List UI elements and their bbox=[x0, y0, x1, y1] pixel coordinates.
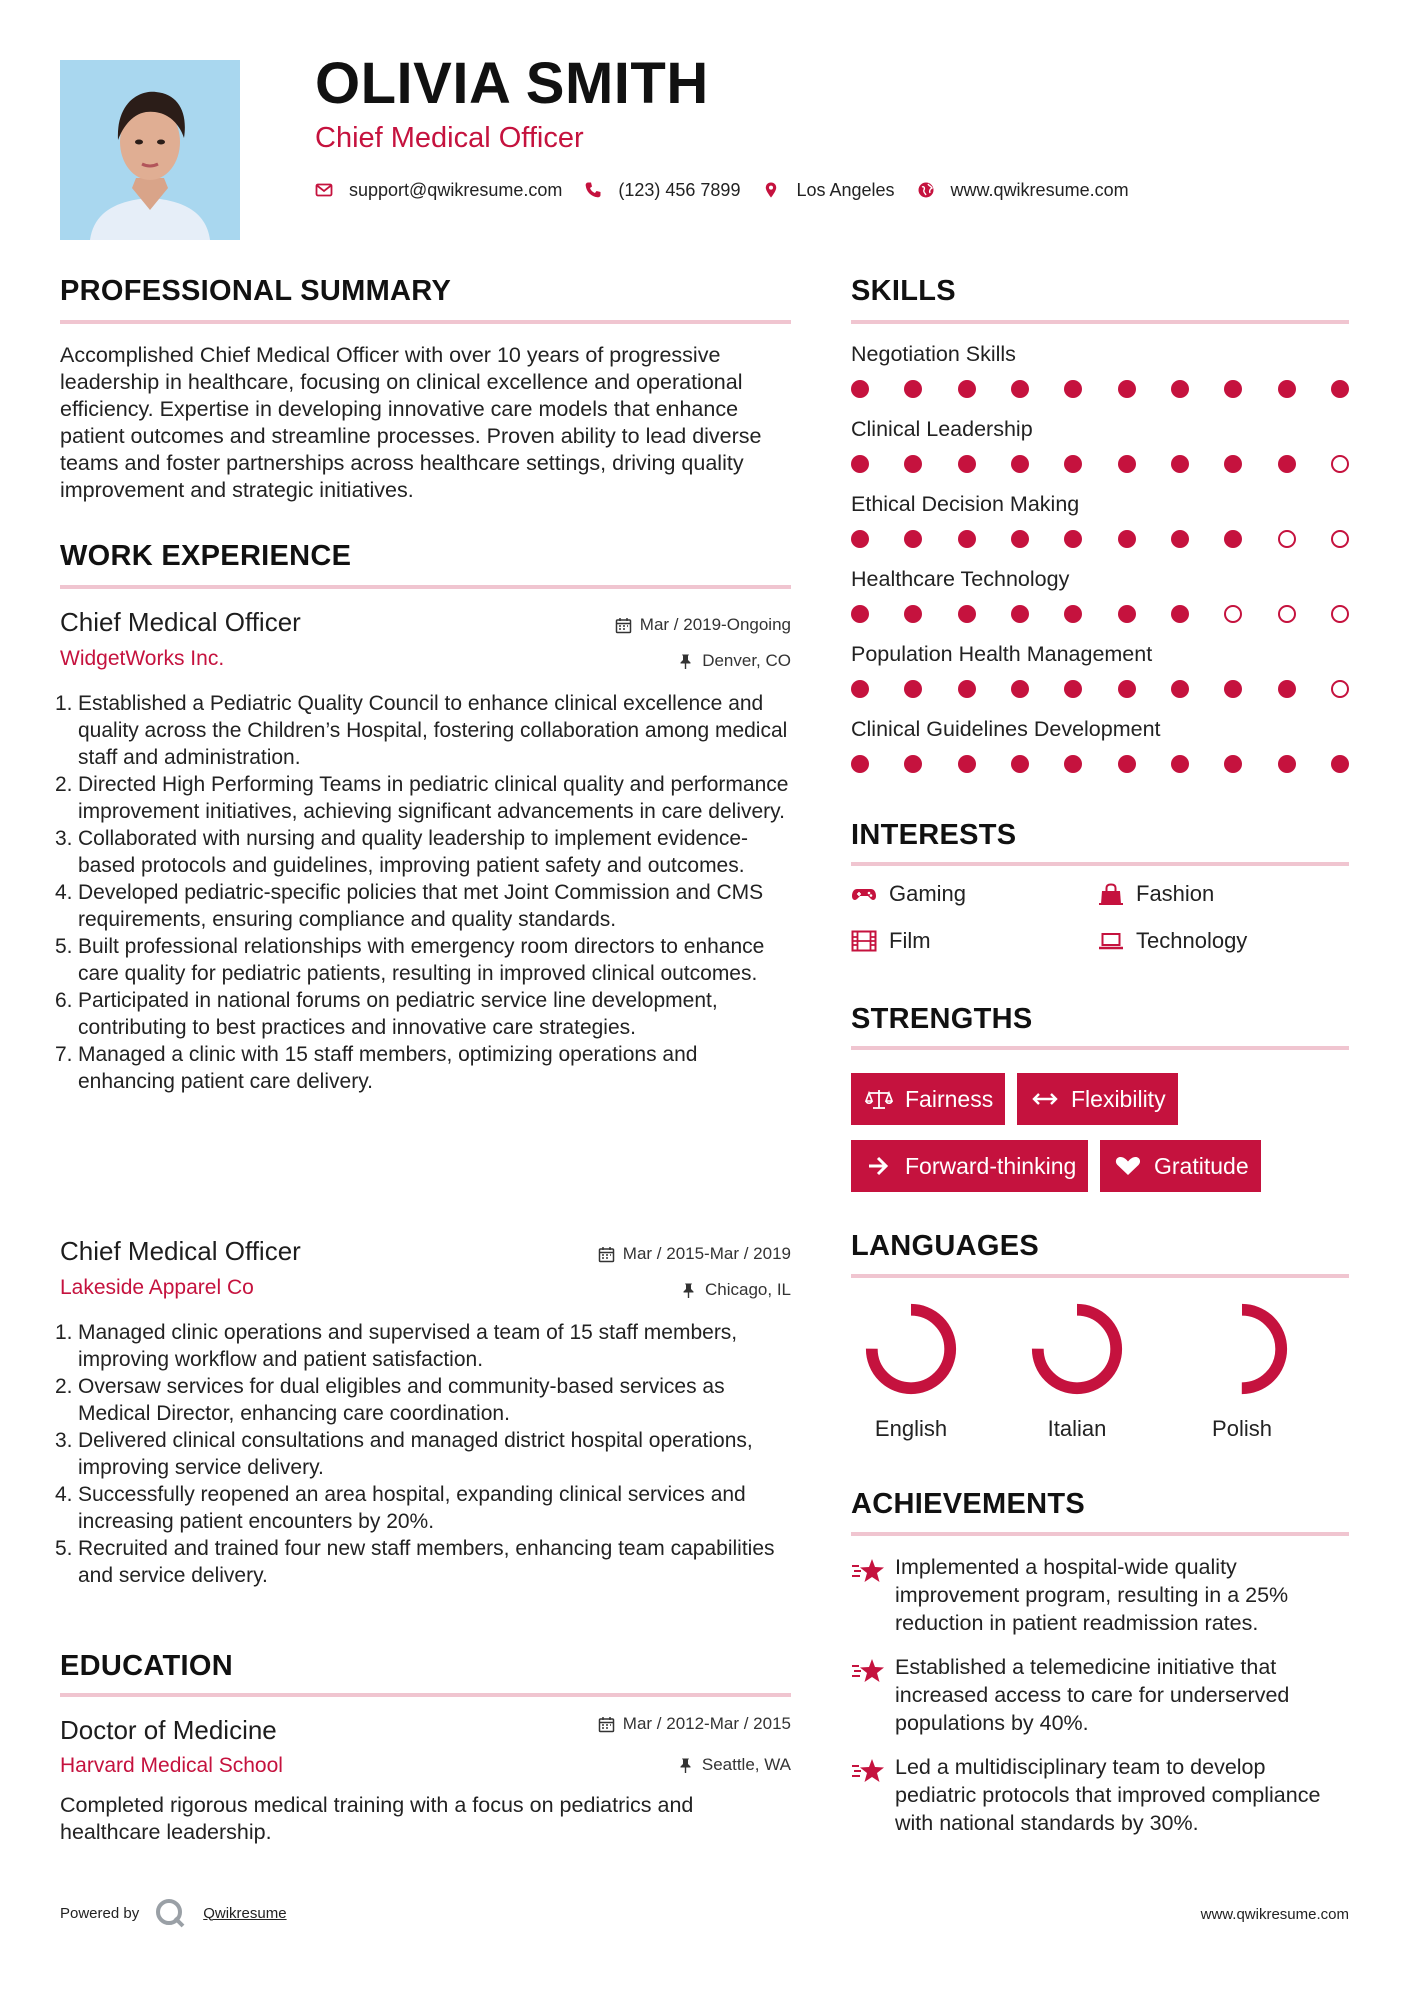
star-icon bbox=[851, 1557, 885, 1585]
job-bullet bbox=[55, 1481, 800, 1535]
achievements-heading: ACHIEVEMENTS bbox=[851, 1488, 1086, 1520]
language-ring bbox=[862, 1300, 960, 1398]
rating-dot-filled bbox=[1224, 455, 1242, 473]
bullet-text: Directed High Performing Teams in pediatric clinical quality and performance improvement initiatives, achieving significant advancements in care delivery. bbox=[78, 773, 789, 823]
education-dates-text: Mar / 2012-Mar / 2015 bbox=[622, 1714, 791, 1733]
rating-dot-filled bbox=[1224, 380, 1242, 398]
language-level-arc bbox=[1203, 1310, 1281, 1388]
job-bullet bbox=[55, 1041, 800, 1095]
map-pin-icon bbox=[762, 181, 780, 199]
education-dates bbox=[598, 1714, 791, 1734]
education-dates-row bbox=[60, 1714, 791, 1738]
footer-powered-by bbox=[60, 1896, 287, 1930]
job-location bbox=[680, 1280, 791, 1300]
rating-dot-filled bbox=[1064, 680, 1082, 698]
interest-film bbox=[851, 928, 931, 954]
double-arrow-icon bbox=[1031, 1088, 1059, 1110]
rating-dot-filled bbox=[904, 755, 922, 773]
interest-label: Fashion bbox=[1136, 881, 1215, 906]
bullet-number: 5. bbox=[55, 1537, 73, 1560]
language-item bbox=[846, 1300, 976, 1442]
gamepad-icon bbox=[851, 883, 877, 905]
rating-dot-filled bbox=[904, 455, 922, 473]
job-dates-text: Mar / 2015-Mar / 2019 bbox=[622, 1244, 791, 1263]
strength-gratitude bbox=[1100, 1140, 1261, 1192]
rating-dot-filled bbox=[1224, 755, 1242, 773]
rating-dot-filled bbox=[1064, 380, 1082, 398]
rating-dot-empty bbox=[1278, 605, 1296, 623]
achievement-item bbox=[851, 1653, 1351, 1737]
bullet-number: 3. bbox=[55, 1429, 73, 1452]
bullet-number: 4. bbox=[55, 1483, 73, 1506]
skill-rating bbox=[851, 380, 1349, 402]
bullet-text: Managed a clinic with 15 staff members, optimizing operations and enhancing patient care delivery. bbox=[78, 1043, 698, 1093]
contact-website[interactable] bbox=[917, 180, 1129, 201]
skill-rating bbox=[851, 680, 1349, 702]
strength-forward-thinking bbox=[851, 1140, 1088, 1192]
strength-label: Forward-thinking bbox=[905, 1152, 1077, 1179]
qwikresume-logo-icon bbox=[153, 1896, 187, 1930]
rating-dot-filled bbox=[1011, 680, 1029, 698]
interest-gaming bbox=[851, 881, 966, 907]
education-divider bbox=[60, 1693, 791, 1697]
job-title: Chief Medical Officer bbox=[60, 607, 301, 637]
job-bullet bbox=[55, 1535, 800, 1589]
email-text: support@qwikresume.com bbox=[349, 179, 563, 200]
rating-dot-filled bbox=[1171, 530, 1189, 548]
job-bullet bbox=[55, 933, 800, 987]
rating-dot-filled bbox=[1171, 605, 1189, 623]
interest-technology bbox=[1098, 928, 1247, 954]
job-bullet bbox=[55, 690, 800, 771]
degree-title: Doctor of Medicine bbox=[60, 1715, 277, 1745]
rating-dot-filled bbox=[1278, 455, 1296, 473]
rating-dot-filled bbox=[851, 380, 869, 398]
phone-icon bbox=[584, 181, 602, 199]
education-location-row bbox=[60, 1755, 791, 1779]
rating-dot-filled bbox=[958, 455, 976, 473]
rating-dot-filled bbox=[1118, 680, 1136, 698]
language-ring bbox=[1193, 1300, 1291, 1398]
achievement-item bbox=[851, 1753, 1351, 1837]
rating-dot-filled bbox=[1224, 680, 1242, 698]
bullet-text: Delivered clinical consultations and managed district hospital operations, improving service delivery. bbox=[78, 1429, 753, 1479]
interest-label: Gaming bbox=[889, 881, 967, 906]
brand-link[interactable]: Qwikresume bbox=[203, 1904, 287, 1922]
rating-dot-filled bbox=[1278, 680, 1296, 698]
languages-heading: LANGUAGES bbox=[851, 1230, 1039, 1262]
calendar-icon bbox=[598, 1246, 615, 1263]
job-location-row bbox=[60, 1280, 791, 1304]
film-icon bbox=[851, 930, 877, 952]
rating-dot-filled bbox=[958, 605, 976, 623]
language-item bbox=[1177, 1300, 1307, 1442]
rating-dot-filled bbox=[904, 680, 922, 698]
job-dates-row bbox=[60, 615, 791, 639]
location-text: Los Angeles bbox=[796, 179, 895, 200]
achievement-text: Implemented a hospital-wide quality improvement program, resulting in a 25% reduction in patient readmission rates. bbox=[895, 1555, 1289, 1635]
strength-label: Flexibility bbox=[1071, 1085, 1166, 1112]
language-item bbox=[1012, 1300, 1142, 1442]
rating-dot-filled bbox=[1064, 755, 1082, 773]
achievement-text: Led a multidisciplinary team to develop pediatric protocols that improved compliance with national standards by 30%. bbox=[895, 1755, 1321, 1835]
shopping-bag-icon bbox=[1098, 883, 1124, 905]
rating-dot-filled bbox=[904, 605, 922, 623]
experience-heading: WORK EXPERIENCE bbox=[60, 540, 352, 572]
pushpin-icon bbox=[677, 1757, 694, 1774]
strength-label: Fairness bbox=[905, 1085, 994, 1112]
language-level-arc bbox=[1038, 1310, 1116, 1388]
envelope-icon bbox=[315, 181, 333, 199]
language-name: Polish bbox=[1212, 1416, 1272, 1441]
balance-scale-icon bbox=[865, 1088, 893, 1110]
job-bullet bbox=[55, 1373, 800, 1427]
rating-dot-empty bbox=[1331, 680, 1349, 698]
bullet-text: Developed pediatric-specific policies that met Joint Commission and CMS requirements, ensuring compliance and quality standards. bbox=[78, 881, 764, 931]
rating-dot-filled bbox=[851, 680, 869, 698]
rating-dot-filled bbox=[1011, 455, 1029, 473]
rating-dot-filled bbox=[1118, 755, 1136, 773]
job-title: Chief Medical Officer bbox=[60, 1236, 301, 1266]
laptop-icon bbox=[1098, 930, 1124, 952]
language-name: English bbox=[874, 1416, 948, 1441]
phone-text: (123) 456 7899 bbox=[618, 179, 741, 200]
contact-email[interactable] bbox=[315, 180, 562, 201]
strength-label: Gratitude bbox=[1154, 1152, 1249, 1179]
arrow-right-icon bbox=[865, 1155, 893, 1177]
job-dates bbox=[615, 615, 791, 635]
rating-dot-filled bbox=[1278, 380, 1296, 398]
calendar-icon bbox=[615, 617, 632, 634]
rating-dot-filled bbox=[1331, 380, 1349, 398]
contact-bar bbox=[315, 177, 1151, 203]
bullet-number: 3. bbox=[55, 827, 73, 850]
skills-divider bbox=[851, 320, 1349, 324]
rating-dot-filled bbox=[851, 455, 869, 473]
heart-icon bbox=[1114, 1155, 1142, 1177]
job-company: WidgetWorks Inc. bbox=[60, 647, 225, 670]
job-dates-row bbox=[60, 1244, 791, 1268]
achievement-text: Established a telemedicine initiative that increased access to care for underserved populations by 40%. bbox=[895, 1655, 1290, 1735]
job-location-text: Denver, CO bbox=[702, 651, 791, 670]
skill-rating bbox=[851, 455, 1349, 477]
bullet-text: Managed clinic operations and supervised a team of 15 staff members, improving workflow and patient satisfaction. bbox=[78, 1321, 738, 1371]
globe-icon bbox=[917, 181, 935, 199]
job-bullet bbox=[55, 1427, 800, 1481]
summary-heading: PROFESSIONAL SUMMARY bbox=[60, 275, 452, 307]
bullet-text: Oversaw services for dual eligibles and community-based services as Medical Director, enhancing care coordination. bbox=[78, 1375, 725, 1425]
rating-dot-filled bbox=[1331, 755, 1349, 773]
interest-label: Film bbox=[889, 928, 931, 953]
education-description: Completed rigorous medical training with a focus on pediatrics and healthcare leadership. bbox=[60, 1793, 694, 1844]
rating-dot-filled bbox=[904, 530, 922, 548]
powered-by-text: Powered by bbox=[60, 1904, 140, 1922]
rating-dot-filled bbox=[1064, 605, 1082, 623]
skill-name: Clinical Guidelines Development bbox=[851, 717, 1161, 741]
job-dates bbox=[598, 1244, 791, 1264]
contact-location bbox=[762, 180, 894, 201]
bullet-number: 6. bbox=[55, 989, 73, 1012]
contact-phone[interactable] bbox=[584, 180, 740, 201]
skill-rating bbox=[851, 605, 1349, 627]
bullet-text: Participated in national forums on pediatric service line development, contributing to best practices and innovative care strategies. bbox=[78, 989, 718, 1039]
rating-dot-filled bbox=[1011, 530, 1029, 548]
rating-dot-filled bbox=[1064, 455, 1082, 473]
rating-dot-empty bbox=[1331, 530, 1349, 548]
rating-dot-filled bbox=[958, 680, 976, 698]
bullet-text: Built professional relationships with emergency room directors to enhance care quality for pediatric patients, resulting in improved clinical outcomes. bbox=[78, 935, 765, 985]
rating-dot-empty bbox=[1224, 605, 1242, 623]
rating-dot-filled bbox=[1011, 755, 1029, 773]
bullet-number: 7. bbox=[55, 1043, 73, 1066]
rating-dot-filled bbox=[851, 530, 869, 548]
rating-dot-filled bbox=[958, 380, 976, 398]
rating-dot-filled bbox=[1224, 530, 1242, 548]
job-bullet bbox=[55, 987, 800, 1041]
candidate-name: OLIVIA SMITH bbox=[315, 51, 709, 116]
footer-website[interactable]: www.qwikresume.com bbox=[1200, 1906, 1349, 1923]
rating-dot-filled bbox=[958, 755, 976, 773]
website-text: www.qwikresume.com bbox=[950, 179, 1129, 200]
skill-name: Negotiation Skills bbox=[851, 342, 1016, 366]
bullet-number: 4. bbox=[55, 881, 73, 904]
skill-rating bbox=[851, 755, 1349, 777]
achievements-divider bbox=[851, 1532, 1349, 1536]
skills-heading: SKILLS bbox=[851, 275, 956, 307]
rating-dot-filled bbox=[1118, 605, 1136, 623]
rating-dot-filled bbox=[1118, 455, 1136, 473]
rating-dot-filled bbox=[1171, 455, 1189, 473]
education-location bbox=[677, 1755, 791, 1775]
job-location-row bbox=[60, 651, 791, 675]
bullet-text: Established a Pediatric Quality Council to enhance clinical excellence and quality across the Children’s Hospital, fostering collaboration among medical staff and administration. bbox=[78, 692, 788, 769]
rating-dot-filled bbox=[1011, 380, 1029, 398]
job-bullet-list bbox=[55, 1319, 800, 1589]
rating-dot-filled bbox=[1171, 755, 1189, 773]
job-bullet bbox=[55, 1319, 800, 1373]
star-icon bbox=[851, 1757, 885, 1785]
job-bullet bbox=[55, 879, 800, 933]
rating-dot-filled bbox=[851, 605, 869, 623]
skill-name: Clinical Leadership bbox=[851, 417, 1033, 441]
rating-dot-filled bbox=[1171, 680, 1189, 698]
language-level-arc bbox=[872, 1310, 950, 1388]
language-ring bbox=[1028, 1300, 1126, 1398]
bullet-number: 1. bbox=[55, 1321, 73, 1344]
strengths-heading: STRENGTHS bbox=[851, 1003, 1033, 1035]
rating-dot-filled bbox=[958, 530, 976, 548]
school-name: Harvard Medical School bbox=[60, 1754, 283, 1777]
skill-rating bbox=[851, 530, 1349, 552]
rating-dot-filled bbox=[1278, 755, 1296, 773]
strengths-divider bbox=[851, 1046, 1349, 1050]
strength-fairness bbox=[851, 1073, 1005, 1125]
pushpin-icon bbox=[677, 653, 694, 670]
rating-dot-empty bbox=[1331, 455, 1349, 473]
rating-dot-filled bbox=[1064, 530, 1082, 548]
experience-divider bbox=[60, 585, 791, 589]
rating-dot-filled bbox=[851, 755, 869, 773]
job-bullet-list bbox=[55, 690, 800, 1095]
bullet-text: Collaborated with nursing and quality leadership to implement evidence-based protocols and guidelines, improving patient safety and outcomes. bbox=[78, 827, 749, 877]
job-company: Lakeside Apparel Co bbox=[60, 1276, 254, 1299]
language-name: Italian bbox=[1047, 1416, 1107, 1441]
pushpin-icon bbox=[680, 1282, 697, 1299]
summary-divider bbox=[60, 320, 791, 324]
education-location-text: Seattle, WA bbox=[701, 1755, 791, 1774]
skill-name: Ethical Decision Making bbox=[851, 492, 1080, 516]
achievement-item bbox=[851, 1553, 1351, 1637]
job-bullet bbox=[55, 771, 800, 825]
bullet-number: 2. bbox=[55, 1375, 73, 1398]
star-icon bbox=[851, 1657, 885, 1685]
bullet-text: Recruited and trained four new staff members, enhancing team capabilities and service delivery. bbox=[78, 1537, 775, 1587]
interest-label: Technology bbox=[1136, 928, 1248, 953]
candidate-title: Chief Medical Officer bbox=[315, 122, 584, 154]
calendar-icon bbox=[598, 1716, 615, 1733]
profile-photo bbox=[60, 60, 240, 240]
bullet-number: 5. bbox=[55, 935, 73, 958]
job-bullet bbox=[55, 825, 800, 879]
interests-heading: INTERESTS bbox=[851, 819, 1017, 851]
job-location-text: Chicago, IL bbox=[705, 1280, 791, 1299]
rating-dot-filled bbox=[904, 380, 922, 398]
bullet-number: 2. bbox=[55, 773, 73, 796]
rating-dot-filled bbox=[1118, 530, 1136, 548]
strength-flexibility bbox=[1017, 1073, 1178, 1125]
languages-divider bbox=[851, 1274, 1349, 1278]
rating-dot-filled bbox=[1011, 605, 1029, 623]
skill-name: Population Health Management bbox=[851, 642, 1153, 666]
rating-dot-filled bbox=[1171, 380, 1189, 398]
interests-divider bbox=[851, 862, 1349, 866]
job-dates-text: Mar / 2019-Ongoing bbox=[639, 615, 791, 634]
education-heading: EDUCATION bbox=[60, 1650, 233, 1682]
bullet-text: Successfully reopened an area hospital, expanding clinical services and increasing patient encounters by 20%. bbox=[78, 1483, 746, 1533]
rating-dot-empty bbox=[1278, 530, 1296, 548]
summary-text: Accomplished Chief Medical Officer with over 10 years of progressive leadership in healthcare, focusing on clinical excellence and operational efficiency. Expertise in developing innovative care models that enhance patient outcomes and streamline processes. Proven ability to lead diverse teams and foster partnerships across healthcare settings, driving quality improvement and strategic initiatives. bbox=[60, 343, 762, 502]
job-location bbox=[677, 651, 791, 671]
skill-name: Healthcare Technology bbox=[851, 567, 1070, 591]
interest-fashion bbox=[1098, 881, 1214, 907]
rating-dot-empty bbox=[1331, 605, 1349, 623]
rating-dot-filled bbox=[1118, 380, 1136, 398]
bullet-number: 1. bbox=[55, 692, 73, 715]
